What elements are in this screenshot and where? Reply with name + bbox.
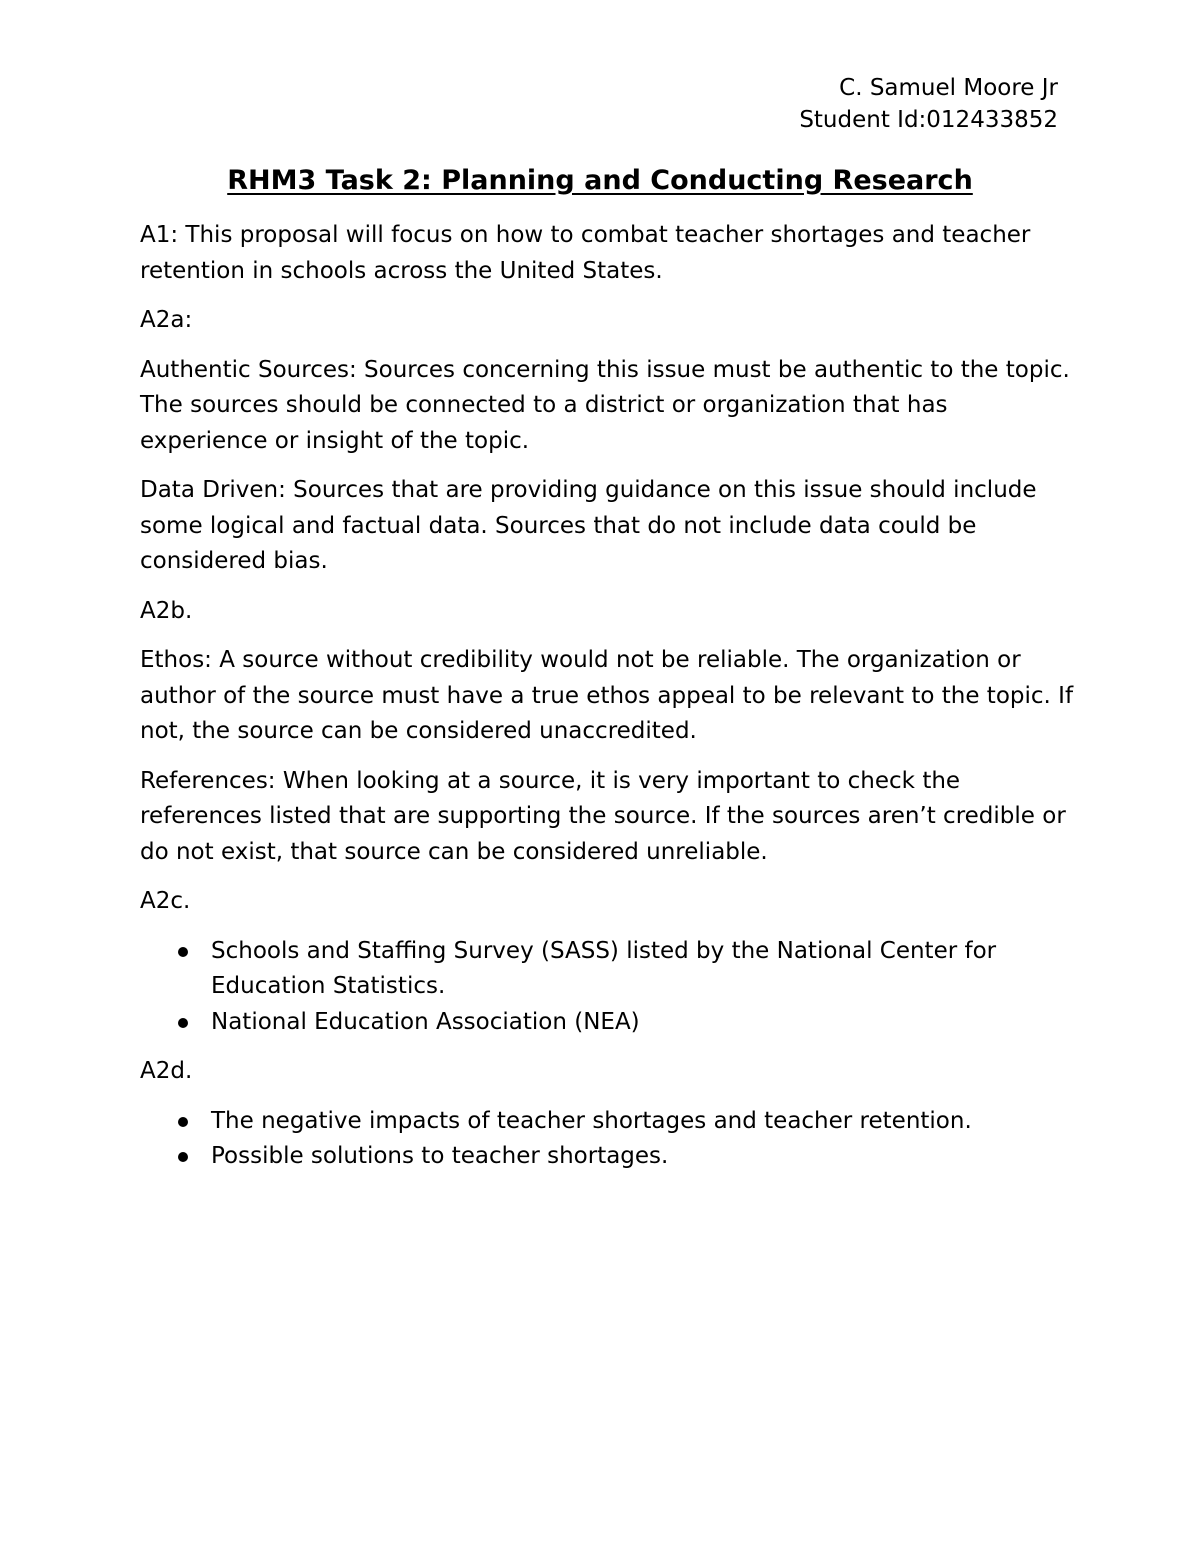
bullet-icon xyxy=(178,1018,188,1028)
paragraph-data-driven: Data Driven: Sources that are providing guidance on this issue should include some logical and factual data. Sources that do not include data could be considered bias. xyxy=(140,477,1037,574)
list-item-text: Schools and Staffing Survey (SASS) listed by the National Center for Education Statistics. xyxy=(211,937,997,999)
paragraph-references: References: When looking at a source, it is very important to check the references listed that are supporting the source. If the sources aren’t credible or do not exist, that source can be considered unreliable. xyxy=(140,767,1066,865)
list-item-text: National Education Association (NEA) xyxy=(211,1008,640,1035)
paragraph-authentic-sources: Authentic Sources: Sources concerning this issue must be authentic to the topic. The sources should be connected to a district or organization that has experience or insight of the topic. xyxy=(140,356,1070,454)
list-item xyxy=(140,1139,1080,1175)
list-item-text: The negative impacts of teacher shortages and teacher retention. xyxy=(211,1107,972,1134)
list-item xyxy=(140,1005,1080,1041)
document-title: RHM3 Task 2: Planning and Conducting Research xyxy=(227,165,973,196)
bullet-icon xyxy=(178,1117,188,1127)
author-header xyxy=(799,72,1058,136)
document-body xyxy=(140,218,1080,1189)
section-label-a2c: A2c. xyxy=(140,888,191,914)
author-name: C. Samuel Moore Jr xyxy=(839,75,1058,101)
section-label-a2b: A2b. xyxy=(140,597,193,624)
section-label-a2d: A2d. xyxy=(140,1058,193,1084)
a2d-bullet-list xyxy=(140,1104,1080,1175)
student-id: Student Id:012433852 xyxy=(799,107,1058,133)
list-item xyxy=(140,934,1080,1005)
a2c-bullet-list xyxy=(140,934,1080,1041)
bullet-icon xyxy=(178,1152,188,1162)
bullet-icon xyxy=(178,947,188,957)
paragraph-a1: A1: This proposal will focus on how to combat teacher shortages and teacher retention in schools across the United States. xyxy=(140,222,1031,284)
list-item xyxy=(140,1104,1080,1140)
list-item-text: Possible solutions to teacher shortages. xyxy=(211,1143,669,1169)
section-label-a2a: A2a: xyxy=(140,307,193,333)
paragraph-ethos: Ethos: A source without credibility would not be reliable. The organization or author of the source must have a true ethos appeal to be relevant to the topic. If not, the source can be considered unaccredited. xyxy=(140,647,1074,744)
